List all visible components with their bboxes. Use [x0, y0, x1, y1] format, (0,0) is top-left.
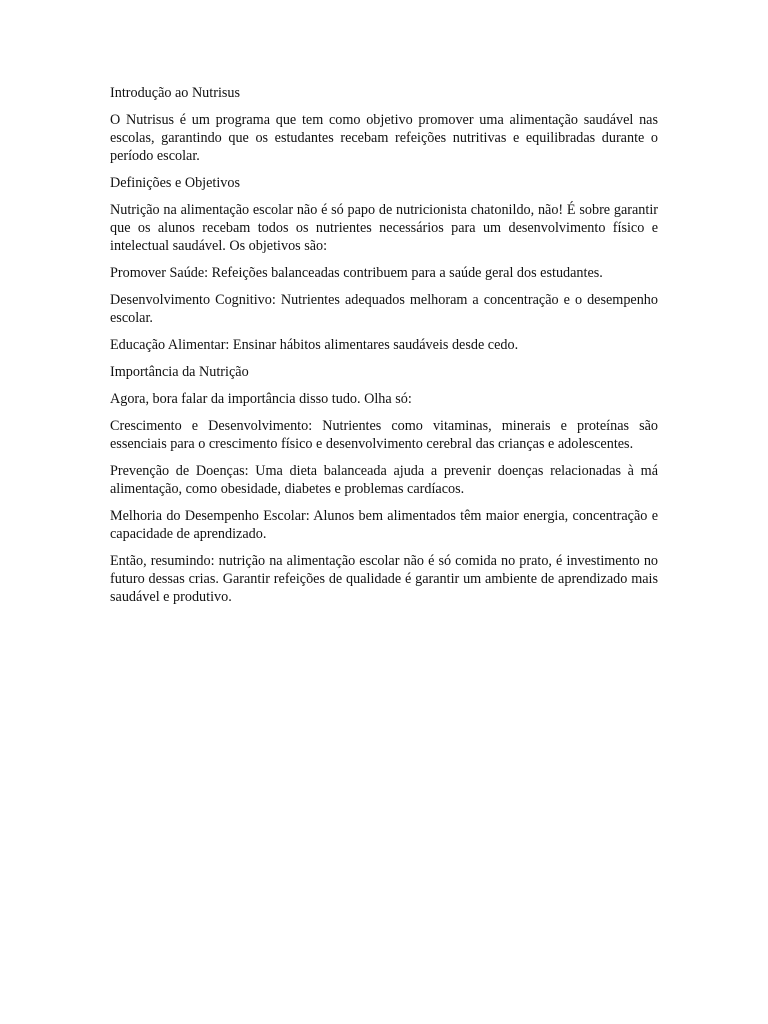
- point-desempenho: Melhoria do Desempenho Escolar: Alunos bem alimentados têm maior energia, concentração e capacidade de aprendizado.: [110, 508, 658, 542]
- section-heading-importancia: Importância da Nutrição: [110, 364, 249, 380]
- paragraph-intro: O Nutrisus é um programa que tem como objetivo promover uma alimentação saudável nas escolas, garantindo que os estudantes recebam refeições nutritivas e equilibradas durante o período escolar.: [110, 112, 658, 164]
- objective-desenvolvimento-cognitivo: Desenvolvimento Cognitivo: Nutrientes adequados melhoram a concentração e o desempenho escolar.: [110, 292, 658, 326]
- paragraph-conclusao: Então, resumindo: nutrição na alimentação escolar não é só comida no prato, é investimento no futuro dessas crias. Garantir refeições de qualidade é garantir um ambiente de aprendizado mais saudável e produtivo.: [110, 553, 658, 605]
- paragraph-importancia-intro: Agora, bora falar da importância disso tudo. Olha só:: [110, 391, 412, 407]
- section-heading-definicoes: Definições e Objetivos: [110, 175, 241, 191]
- objective-educacao-alimentar: Educação Alimentar: Ensinar hábitos alimentares saudáveis desde cedo.: [110, 337, 519, 353]
- point-crescimento: Crescimento e Desenvolvimento: Nutrientes como vitaminas, minerais e proteínas são essenciais para o crescimento físico e desenvolvimento cerebral das crianças e adolescentes.: [110, 418, 658, 452]
- point-prevencao: Prevenção de Doenças: Uma dieta balanceada ajuda a prevenir doenças relacionadas à má alimentação, como obesidade, diabetes e problemas cardíacos.: [110, 463, 658, 497]
- section-heading-introducao: Introdução ao Nutrisus: [110, 85, 241, 101]
- paragraph-definicoes: Nutrição na alimentação escolar não é só papo de nutricionista chatonildo, não! É sobre garantir que os alunos recebam todos os nutrientes necessários para um desenvolvimento físico e intelectual saudável. Os objetivos são:: [110, 202, 658, 254]
- document-page: [110, 84, 658, 615]
- objective-promover-saude: Promover Saúde: Refeições balanceadas contribuem para a saúde geral dos estudantes.: [110, 265, 603, 281]
